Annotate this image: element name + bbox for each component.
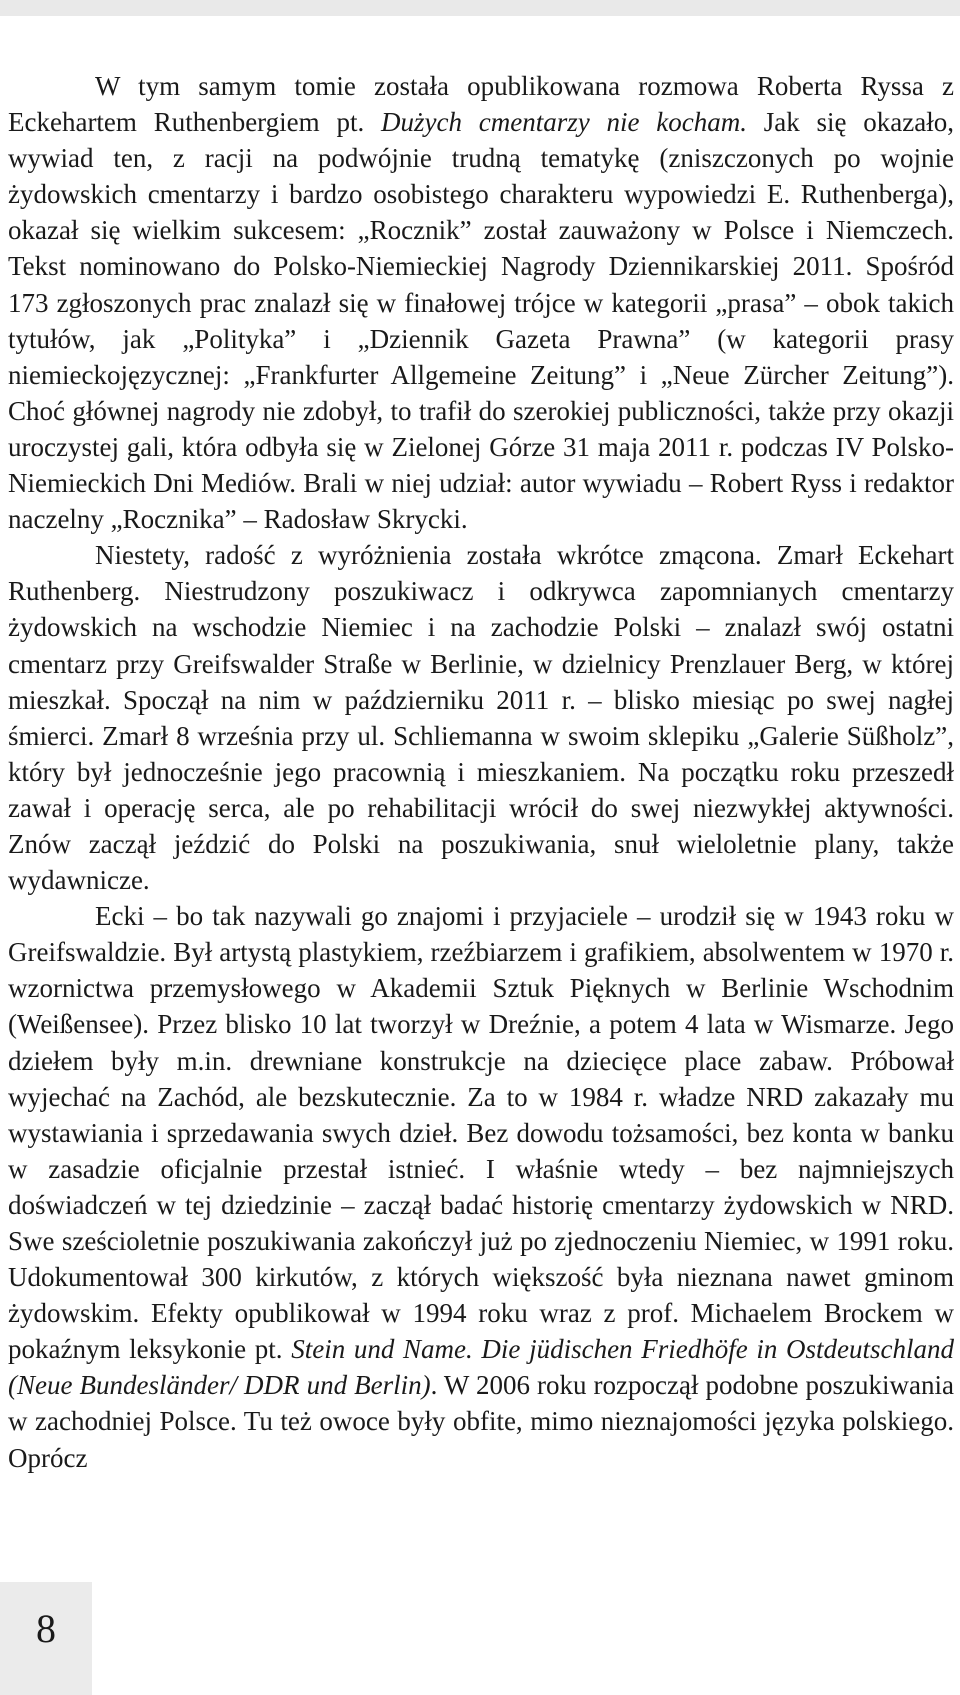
paragraph-1-text-2: Jak się okazało, wywiad ten, z racji na podwójnie trudną tematykę (zniszczonych po wojnie żydowskich cmentarzy i bardzo osobistego charakteru wypowiedzi E. Ruthenberga), okazał się wielkim sukcesem: „Rocznik” został zauważony w Polsce i Niemczech. Tekst nominowano do Polsko-Niemieckiej Nagrody Dziennikarskiej 2011. Spośród 173 zgłoszonych prac znalazł się w finałowej trójce w kategorii „prasa” – obok takich tytułów, jak „Polityka” i „Dziennik Gazeta Prawna” (w kategorii prasy niemieckojęzycznej: „Frankfurter Allgemeine Zeitung” i „Neue Zürcher Zeitung”). Choć głównej nagrody nie zdobył, to trafił do szerokiej publiczności, także przy okazji uroczystej gali, która odbyła się w Zielonej Górze 31 maja 2011 r. podczas IV Polsko-Niemieckich Dni Mediów. Brali w niej udział: autor wywiadu – Robert Ryss i redaktor naczelny „Rocznika” – Radosław Skrycki. (8, 107, 954, 535)
paragraph-3 (8, 898, 954, 1476)
paragraph-1 (8, 68, 954, 537)
page-number: 8 (36, 1606, 56, 1651)
paragraph-3-title-italic: Stein und Name. Die jüdischen Friedhöfe in Ostdeutschland (Neue Bundesländer/ DDR und Berlin) (8, 1334, 954, 1401)
document-body (8, 68, 954, 1476)
paragraph-1-text-1: W tym samym tomie została opublikowana rozmowa Roberta Ryssa z Eckehartem Ruthenbergiem pt. (8, 71, 954, 138)
paragraph-1-title-italic: Dużych cmentarzy nie kocham. (380, 107, 747, 138)
paragraph-2 (8, 537, 954, 898)
paragraph-2-text-1: Niestety, radość z wyróżnienia została wkrótce zmącona. Zmarł Eckehart Ruthenberg. Niestrudzony poszukiwacz i odkrywca zapomnianych cmentarzy żydowskich na wschodzie Niemiec i na zachodzie Polski – znalazł swój ostatni cmentarz przy Greifswalder Straße w Berlinie, w dzielnicy Prenzlauer Berg, w której mieszkał. Spoczął na nim w październiku 2011 r. – blisko miesiąc po swej nagłej śmierci. Zmarł 8 września przy ul. Schliemanna w swoim sklepiku „Galerie Süßholz”, który był jednocześnie jego pracownią i mieszkaniem. Na początku roku przeszedł zawał i operację serca, ale po rehabilitacji wrócił do swej niezwykłej aktywności. Znów zaczął jeździć do Polski na poszukiwania, snuł wieloletnie plany, także wydawnicze. (8, 540, 954, 896)
top-band (0, 0, 960, 16)
paragraph-3-text-1: Ecki – bo tak nazywali go znajomi i przyjaciele – urodził się w 1943 roku w Greifswaldzie. Był artystą plastykiem, rzeźbiarzem i grafikiem, absolwentem w 1970 r. wzornictwa przemysłowego w Akademii Sztuk Pięknych w Berlinie Wschodnim (Weißensee). Przez blisko 10 lat tworzył w Dreźnie, a potem 4 lata w Wismarze. Jego dziełem były m.in. drewniane konstrukcje na dziecięce place zabaw. Próbował wyjechać na Zachód, ale bezskutecznie. Za to w 1984 r. władze NRD zakazały mu wystawiania i sprzedawania swych dzieł. Bez dowodu tożsamości, bez konta w banku w zasadzie oficjalnie przestał istnieć. I właśnie wtedy – bez najmniejszych doświadczeń w tej dziedzinie – zaczął badać historię cmentarzy żydowskich w NRD. Swe sześcioletnie poszukiwania zakończył już po zjednoczeniu Niemiec, w 1991 roku. Udokumentował 300 kirkutów, z których większość była nieznana nawet gminom żydowskim. Efekty opublikował w 1994 roku wraz z prof. Michaelem Brockem w pokaźnym leksykonie pt. (8, 901, 954, 1365)
paragraph-3-text-2: . W 2006 roku rozpoczął podobne poszukiwania w zachodniej Polsce. Tu też owoce były obfite, mimo nieznajomości języka polskiego. Oprócz (8, 1370, 955, 1473)
